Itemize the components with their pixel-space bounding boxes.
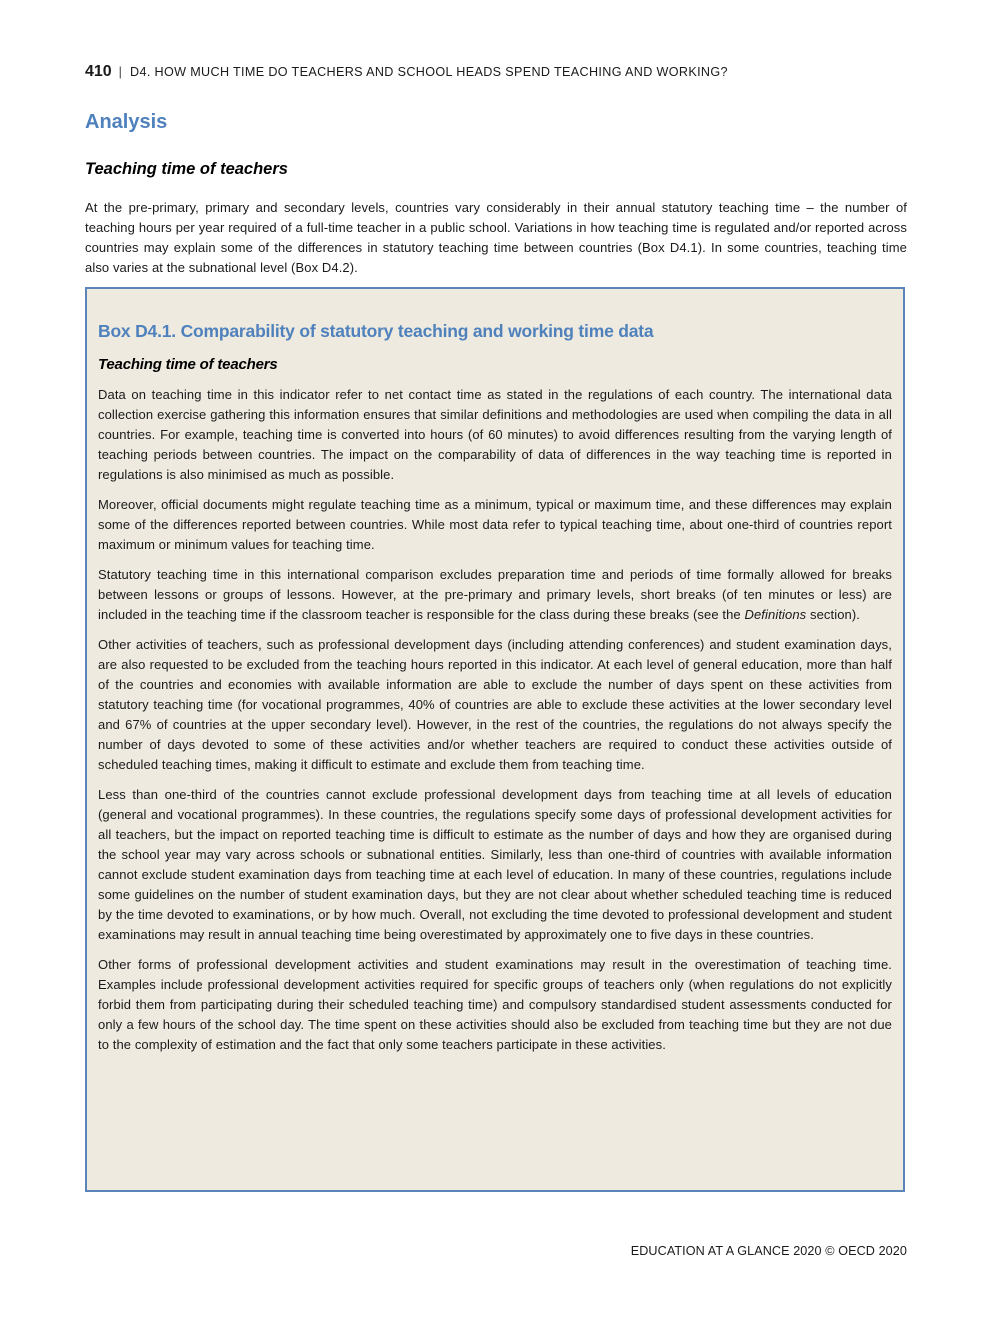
- box-paragraph-3: [98, 565, 892, 625]
- intro-paragraph: At the pre-primary, primary and secondary levels, countries vary considerably in their annual statutory teaching time – the number of teaching hours per year required of a full-time teacher in a public school. Variations in how teaching time is regulated and/or reported across countries may explain some of the differences in statutory teaching time between countries (Box D4.1). In some countries, teaching time also varies at the subnational level (Box D4.2).: [85, 200, 907, 275]
- box-paragraph-5: Less than one-third of the countries cannot exclude professional development days from teaching time at all levels of education (general and vocational programmes). In these countries, the regulations specify some days of professional development activities for all teachers, but the impact on reported teaching time is difficult to estimate as the number of days and how they are organised during the school year may vary across schools or subnational entities. Similarly, less than one-third of countries with available information cannot exclude student examination days from teaching time at each level of education. In many of these countries, regulations include some guidelines on the number of student examination days, but they are not clear about whether scheduled teaching time is reduced by the time devoted to examinations, or by how much. Overall, not excluding the time devoted to professional development and student examinations may result in annual teaching time being overestimated by approximately one to five days in these countries.: [98, 787, 892, 942]
- page-number: 410: [85, 63, 112, 80]
- box-paragraph-6: Other forms of professional development activities and student examinations may result in the overestimation of teaching time. Examples include professional development activities required for specific groups of teachers only (when regulations do not explicitly forbid them from participating during their scheduled teaching time) and compulsory standardised student assessments conducted for only a few hours of the school day. The time spent on these activities should also be excluded from teaching time but they are not due to the complexity of estimation and the fact that only some teachers participate in these activities.: [98, 957, 892, 1052]
- header-separator: |: [118, 65, 123, 79]
- definitions-reference: Definitions: [744, 607, 807, 622]
- box-paragraph-4: Other activities of teachers, such as professional development days (including attending conferences) and student examination days, are also requested to be excluded from the teaching hours reported in this indicator. At each level of general education, more than half of the countries and economies with available information are able to exclude the number of days spent on these activities from statutory teaching time (for vocational programmes, 40% of countries are able to exclude these activities at the lower secondary level and 67% of countries at the upper secondary level). However, in the rest of the countries, the regulations do not always specify the number of days devoted to some of these activities and/or whether teachers are required to conduct these activities outside of scheduled teaching times, making it difficult to estimate and exclude them from teaching time.: [98, 637, 892, 772]
- box-d4-1: [85, 287, 905, 1192]
- box-subtitle: Teaching time of teachers: [98, 356, 278, 373]
- running-title: D4. HOW MUCH TIME DO TEACHERS AND SCHOOL HEADS SPEND TEACHING AND WORKING?: [130, 65, 728, 79]
- box-paragraph-3-text: Statutory teaching time in this international comparison excludes preparation time and periods of time formally allowed for breaks between lessons or groups of lessons. However, at the pre-primary and primary levels, short breaks (of ten minutes or less) are included in the teaching time if the classroom teacher is responsible for the class during these breaks (see the: [98, 567, 892, 622]
- box-paragraph-3-end: section).: [806, 607, 861, 622]
- box-title: Box D4.1. Comparability of statutory teaching and working time data: [98, 321, 654, 341]
- box-content: [87, 289, 903, 1055]
- section-subtitle: Teaching time of teachers: [85, 160, 288, 178]
- section-title: Analysis: [85, 111, 168, 133]
- box-paragraph-2: Moreover, official documents might regulate teaching time as a minimum, typical or maximum time, and these differences may explain some of the differences reported between countries. While most data refer to typical teaching time, about one-third of countries report maximum or minimum values for teaching time.: [98, 497, 892, 552]
- box-paragraph-1: Data on teaching time in this indicator refer to net contact time as stated in the regulations of each country. The international data collection exercise gathering this information ensures that similar definitions and methodologies are used when compiling the data in all countries. For example, teaching time is converted into hours (of 60 minutes) to avoid differences resulting from the varying length of teaching periods between countries. The impact on the comparability of data of differences in the way teaching time is reported in regulations is also minimised as much as possible.: [98, 387, 892, 482]
- page-header: [85, 63, 907, 81]
- page-footer: EDUCATION AT A GLANCE 2020 © OECD 2020: [630, 1244, 907, 1258]
